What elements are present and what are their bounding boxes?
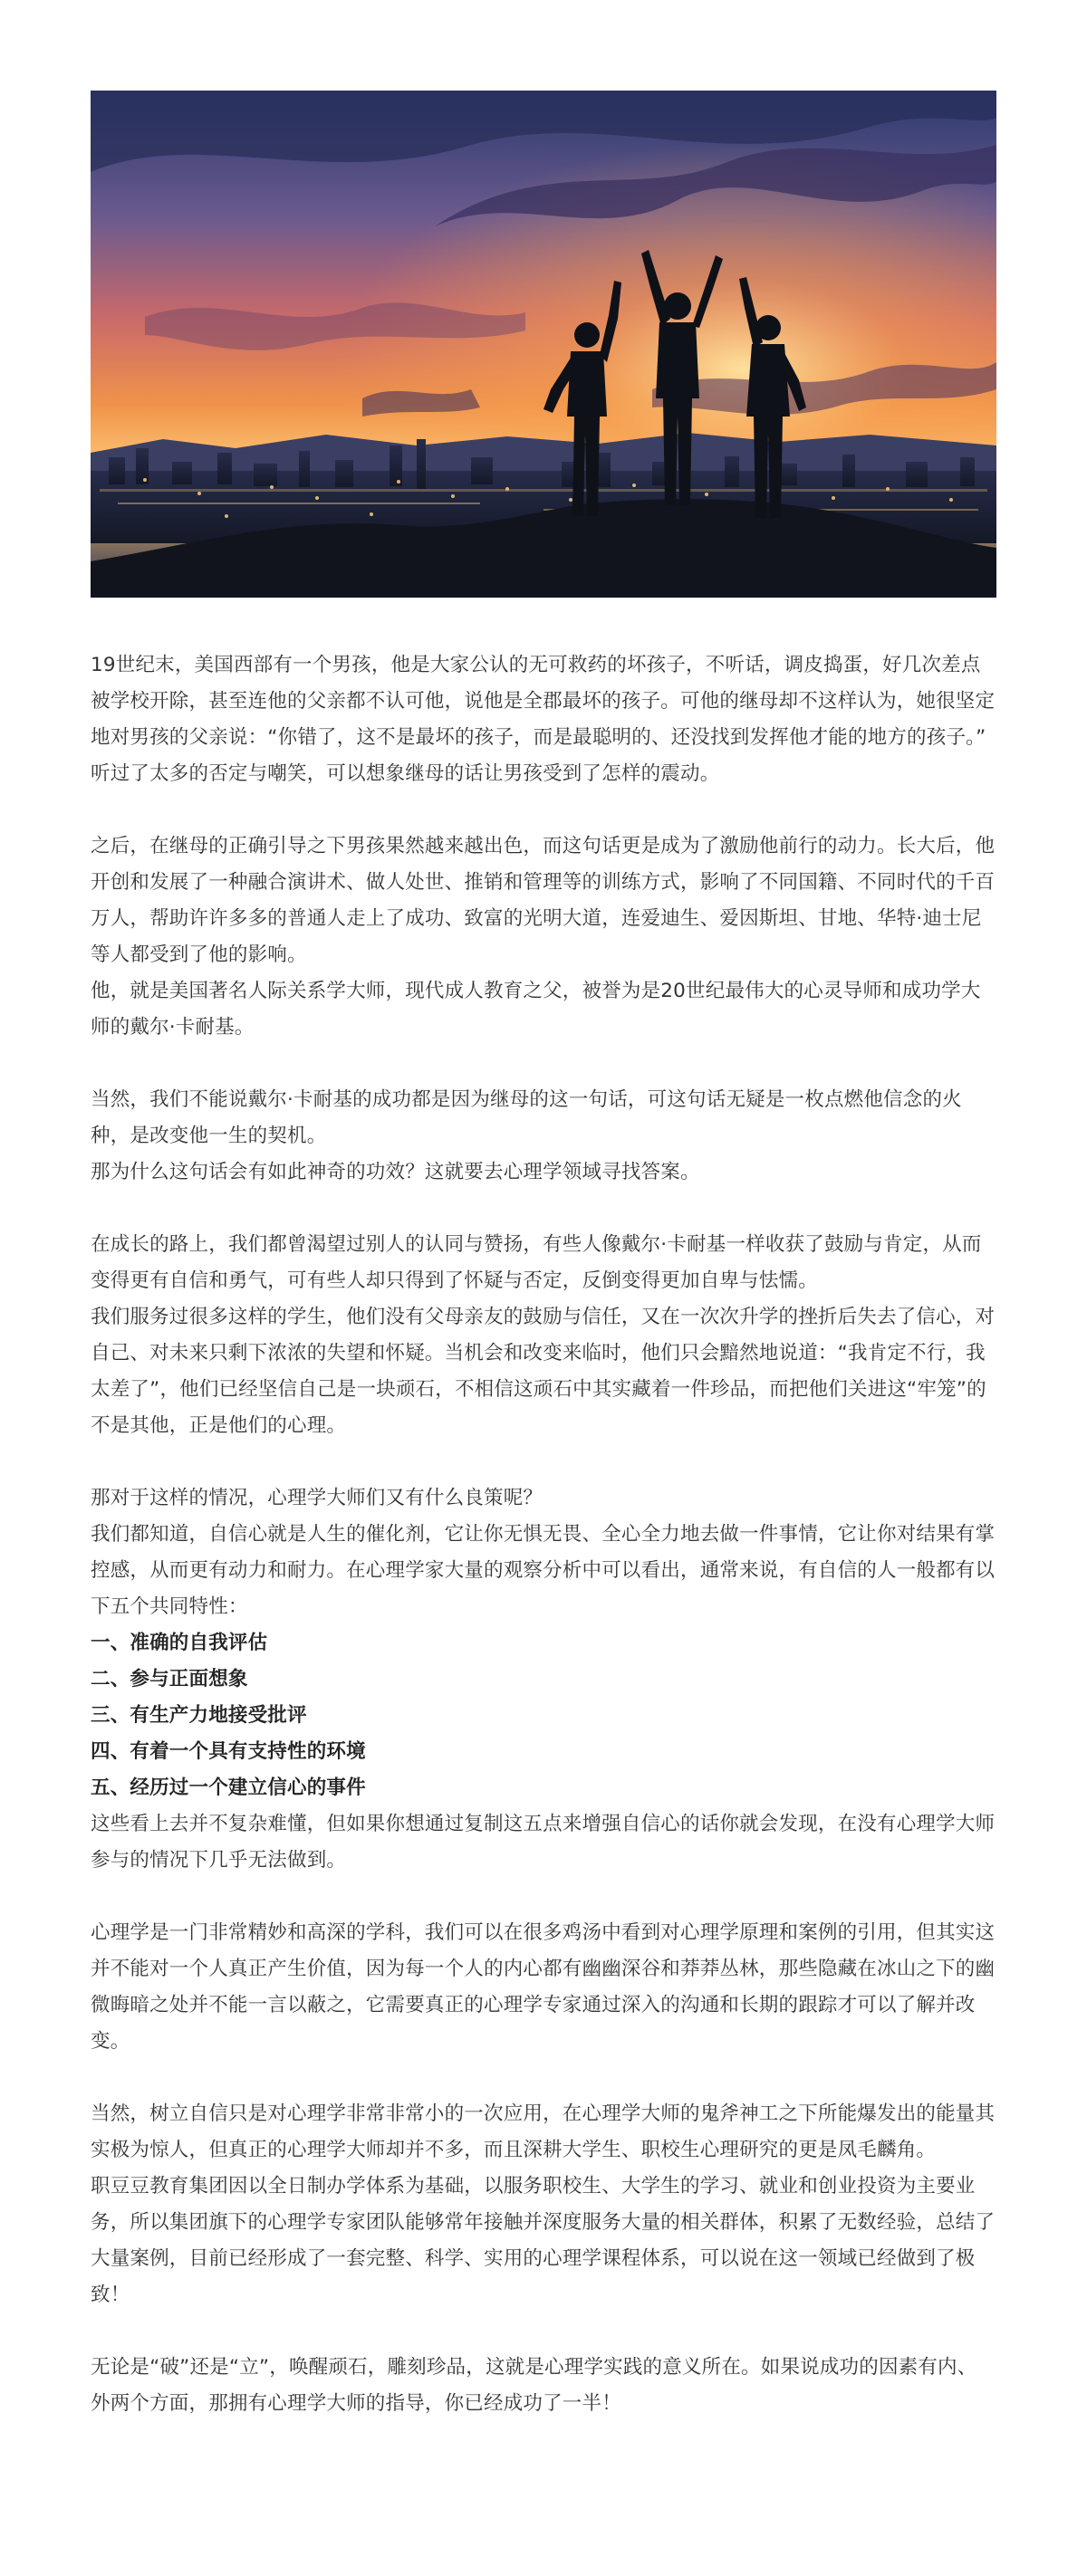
paragraph: 之后，在继母的正确引导之下男孩果然越来越出色，而这句话更是成为了激励他前行的动力。长大后，他开创和发展了一种融合演讲术、做人处世、推销和管理等的训练方式，影响了不同国籍、不同时代的千百万人，帮助许许多多的普通人走上了成功、致富的光明大道，连爱迪生、爱因斯坦、甘地、华特·迪士尼等人都受到了他的影响。 xyxy=(91,835,996,966)
paragraph-spacer xyxy=(91,1444,996,1480)
paragraph-spacer xyxy=(91,792,996,828)
paragraph: 这些看上去并不复杂难懂，但如果你想通过复制这五点来增强自信心的话你就会发现，在没有心理学大师参与的情况下几乎无法做到。 xyxy=(91,1813,996,1872)
paragraph: 无论是“破”还是“立”，唤醒顽石，雕刻珍品，这就是心理学实践的意义所在。如果说成功的因素有内、外两个方面，那拥有心理学大师的指导，你已经成功了一半！ xyxy=(91,2356,977,2415)
paragraph-spacer xyxy=(91,2060,996,2096)
paragraph: 我们都知道，自信心就是人生的催化剂，它让你无惧无畏、全心全力地去做一件事情，它让你对结果有掌控感，从而更有动力和耐力。在心理学家大量的观察分析中可以看出，通常来说，有自信的人一般都有以下五个共同特性： xyxy=(91,1523,996,1618)
paragraph: 心理学是一门非常精妙和高深的学科，我们可以在很多鸡汤中看到对心理学原理和案例的引用，但其实这并不能对一个人真正产生价值，因为每一个人的内心都有幽幽深谷和莽莽丛林，那些隐藏在冰山之下的幽微晦暗之处并不能一言以蔽之，它需要真正的心理学专家通过深入的沟通和长期的跟踪才可以了解并改变。 xyxy=(91,1921,996,2053)
hero-illustration xyxy=(91,91,996,598)
paragraph: 职豆豆教育集团因以全日制办学体系为基础，以服务职校生、大学生的学习、就业和创业投资为主要业务，所以集团旗下的心理学专家团队能够常年接触并深度服务大量的相关群体，积累了无数经验，总结了大量案例，目前已经形成了一套完整、科学、实用的心理学课程体系，可以说在这一领域已经做到了极致！ xyxy=(91,2175,996,2306)
paragraph-spacer xyxy=(91,2313,996,2350)
paragraph: 我们服务过很多这样的学生，他们没有父母亲友的鼓励与信任，又在一次次升学的挫折后失去了信心，对自己、对未来只剩下浓浓的失望和怀疑。当机会和改变来临时，他们只会黯然地说道：“我肯定不行，我太差了”，他们已经坚信自己是一块顽石，不相信这顽石中其实藏着一件珍品，而把他们关进这“牢笼”的不是其他，正是他们的心理。 xyxy=(91,1306,996,1437)
paragraph-spacer xyxy=(91,1879,996,1915)
paragraph-spacer xyxy=(91,1046,996,1082)
trait-heading: 三、有生产力地接受批评 xyxy=(91,1704,307,1727)
trait-heading: 一、准确的自我评估 xyxy=(91,1632,268,1654)
paragraph: 他，就是美国著名人际关系学大师，现代成人教育之父，被誉为是20世纪最伟大的心灵导师和成功学大师的戴尔·卡耐基。 xyxy=(91,980,981,1039)
paragraph: 那对于这样的情况，心理学大师们又有什么良策呢？ xyxy=(91,1487,544,1509)
trait-heading: 二、参与正面想象 xyxy=(91,1668,248,1690)
trait-heading: 五、经历过一个建立信心的事件 xyxy=(91,1776,366,1799)
trait-heading: 四、有着一个具有支持性的环境 xyxy=(91,1740,366,1763)
paragraph: 听过了太多的否定与嘲笑，可以想象继母的话让男孩受到了怎样的震动。 xyxy=(91,762,720,785)
paragraph-spacer xyxy=(91,1191,996,1227)
hero-image xyxy=(91,91,996,598)
paragraph: 19世纪末，美国西部有一个男孩，他是大家公认的无可救药的坏孩子，不听话，调皮捣蛋，好几次差点被学校开除，甚至连他的父亲都不认可他，说他是全郡最坏的孩子。可他的继母却不这样认为，她很坚定地对男孩的父亲说：“你错了，这不是最坏的孩子，而是最聪明的、还没找到发挥他才能的地方的孩子。” xyxy=(91,654,996,749)
paragraph: 当然，我们不能说戴尔·卡耐基的成功都是因为继母的这一句话，可这句话无疑是一枚点燃他信念的火种，是改变他一生的契机。 xyxy=(91,1088,962,1147)
article-body xyxy=(91,647,996,2422)
paragraph: 在成长的路上，我们都曾渴望过别人的认同与赞扬，有些人像戴尔·卡耐基一样收获了鼓励与肯定，从而变得更有自信和勇气，可有些人却只得到了怀疑与否定，反倒变得更加自卑与怯懦。 xyxy=(91,1233,982,1292)
paragraph: 当然，树立自信只是对心理学非常非常小的一次应用，在心理学大师的鬼斧神工之下所能爆发出的能量其实极为惊人，但真正的心理学大师却并不多，而且深耕大学生、职校生心理研究的更是凤毛麟角。 xyxy=(91,2102,996,2161)
article xyxy=(91,91,996,2422)
paragraph: 那为什么这句话会有如此神奇的功效？这就要去心理学领域寻找答案。 xyxy=(91,1161,700,1183)
